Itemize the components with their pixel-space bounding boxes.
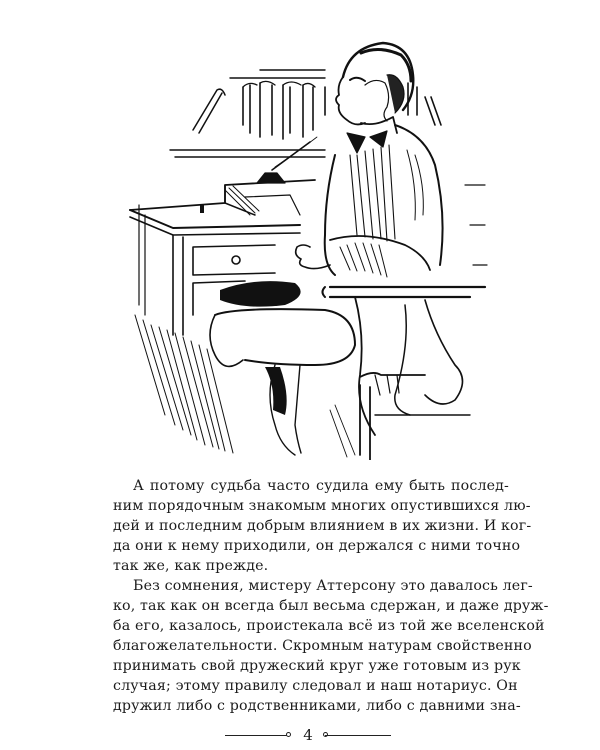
illustration-utterson-at-desk <box>125 15 490 460</box>
text-line: Без сомнения, мистеру Аттерсону это давалось лег- <box>133 578 533 594</box>
ornament-rule-left <box>225 735 289 736</box>
text-line: ним порядочным знакомым многих опустившихся лю- <box>113 498 531 514</box>
text-line: принимать свой дружеский круг уже готовым из рук <box>113 658 521 674</box>
text-line: так же, как прежде. <box>113 558 269 574</box>
paragraph-2 <box>113 576 549 716</box>
body-text <box>113 476 549 716</box>
text-line: дружил либо с родственниками, либо с давними зна- <box>113 698 521 714</box>
text-line: случая; этому правилу следовал и наш нотариус. Он <box>113 678 518 694</box>
text-line: ба его, казалось, проистекала всё из той же вселенской <box>113 618 545 634</box>
page-number: 4 <box>303 726 313 744</box>
ornament-dot-left-icon <box>286 732 291 737</box>
page-number-ornament <box>222 724 394 746</box>
text-line: А потому судьба часто судила ему быть послед- <box>133 478 509 494</box>
paragraph-1 <box>113 476 532 576</box>
text-line: да они к нему приходили, он держался с ними точно <box>113 538 521 554</box>
text-line: благожелательности. Скромным натурам свойственно <box>113 638 532 654</box>
text-line: дей и последним добрым влиянием в их жизни. И ког- <box>113 518 532 534</box>
ornament-rule-right <box>325 735 391 736</box>
text-line: ко, так как он всегда был весьма сдержан, и даже друж- <box>113 598 549 614</box>
engraving-image <box>125 15 490 460</box>
